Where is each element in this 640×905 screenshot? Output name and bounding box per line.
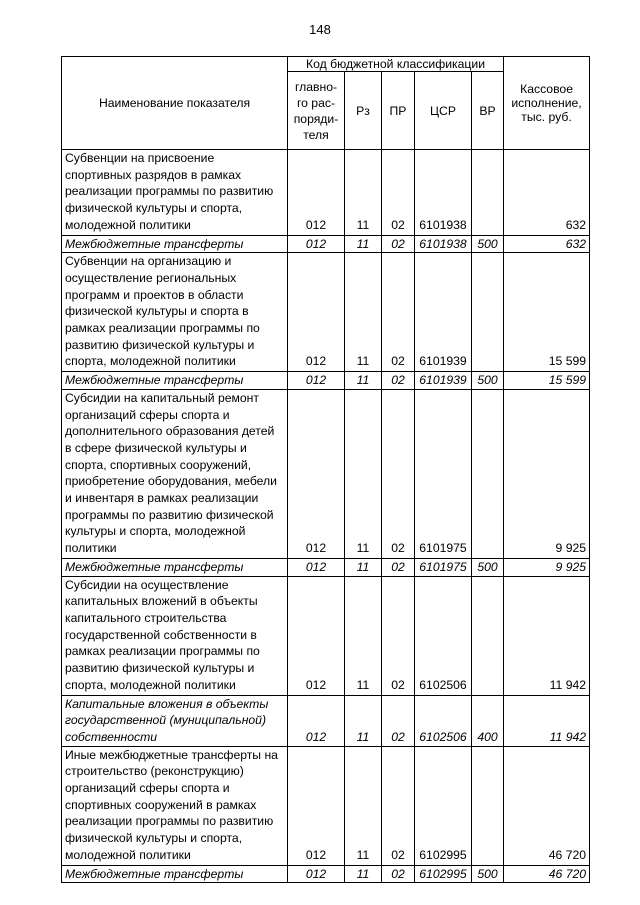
row-amount: 46 720 [504,746,590,865]
row-csr: 6101938 [415,150,472,236]
row-rz: 11 [345,746,382,865]
row-pr: 02 [382,235,415,253]
row-name: Субсидии на осуществление капитальных вложений в объекты капитального строительства государственной собственности в рамках реализации программы по развитию физической культуры и спорта, молодежной политики [62,576,288,695]
row-rz: 11 [345,695,382,746]
row-amount: 9 925 [504,389,590,558]
row-rz: 11 [345,372,382,390]
row-pr: 02 [382,253,415,372]
row-name: Межбюджетные трансферты [62,558,288,576]
row-name: Межбюджетные трансферты [62,372,288,390]
row-glav: 012 [288,372,345,390]
row-glav: 012 [288,695,345,746]
row-rz: 11 [345,150,382,236]
budget-table [61,56,590,883]
row-csr: 6101939 [415,253,472,372]
row-csr: 6101975 [415,558,472,576]
row-csr: 6102995 [415,746,472,865]
row-amount: 11 942 [504,576,590,695]
row-rz: 11 [345,558,382,576]
row-pr: 02 [382,389,415,558]
row-csr: 6101939 [415,372,472,390]
table-row [62,150,590,236]
table-row [62,695,590,746]
row-glav: 012 [288,150,345,236]
row-glav: 012 [288,389,345,558]
row-vr: 500 [472,558,504,576]
row-amount: 11 942 [504,695,590,746]
page-number: 148 [309,22,331,37]
row-rz: 11 [345,576,382,695]
header-glav: главно-го рас-поряди-теля [288,72,345,150]
row-rz: 11 [345,865,382,883]
row-glav: 012 [288,235,345,253]
row-pr: 02 [382,150,415,236]
row-vr: 400 [472,695,504,746]
row-csr: 6101975 [415,389,472,558]
row-glav: 012 [288,865,345,883]
row-amount: 15 599 [504,372,590,390]
row-pr: 02 [382,865,415,883]
table-row [62,746,590,865]
row-name: Межбюджетные трансферты [62,235,288,253]
header-pr: ПР [382,72,415,150]
header-classification: Код бюджетной классификации [288,57,504,72]
row-rz: 11 [345,389,382,558]
header-rz: Рз [345,72,382,150]
row-pr: 02 [382,372,415,390]
row-name: Субвенции на присвоение спортивных разрядов в рамках реализации программы по развитию физической культуры и спорта, молодежной политики [62,150,288,236]
row-rz: 11 [345,235,382,253]
table-row [62,253,590,372]
row-glav: 012 [288,558,345,576]
row-amount: 632 [504,235,590,253]
row-name: Субсидии на капитальный ремонт организаций сферы спорта и дополнительного образования детей в сфере физической культуры и спорта, спортивных сооружений, приобретение оборудования, мебели и инвентаря в рамках реализации программы по развитию физической культуры и спорта, молодежной политики [62,389,288,558]
row-amount: 632 [504,150,590,236]
table-row [62,235,590,253]
row-name: Иные межбюджетные трансферты на строительство (реконструкцию) организаций сферы спорта и спортивных сооружений в рамках реализации программы по развитию физической культуры и спорта, молодежной политики [62,746,288,865]
row-pr: 02 [382,576,415,695]
row-amount: 9 925 [504,558,590,576]
row-vr: 500 [472,235,504,253]
row-glav: 012 [288,253,345,372]
table-row [62,558,590,576]
row-name: Капитальные вложения в объекты государственной (муниципальной) собственности [62,695,288,746]
row-vr [472,389,504,558]
row-amount: 15 599 [504,253,590,372]
row-pr: 02 [382,558,415,576]
row-amount: 46 720 [504,865,590,883]
row-csr: 6101938 [415,235,472,253]
row-csr: 6102506 [415,576,472,695]
row-pr: 02 [382,695,415,746]
table-row [62,576,590,695]
row-vr [472,576,504,695]
header-amount: Кассовое исполнение, тыс. руб. [504,57,590,150]
table-row [62,389,590,558]
header-vr: ВР [472,72,504,150]
table-body [62,150,590,883]
row-vr [472,746,504,865]
table-row [62,372,590,390]
row-vr: 500 [472,865,504,883]
row-vr: 500 [472,372,504,390]
header-csr: ЦСР [415,72,472,150]
row-rz: 11 [345,253,382,372]
row-csr: 6102506 [415,695,472,746]
row-vr [472,150,504,236]
row-glav: 012 [288,746,345,865]
row-glav: 012 [288,576,345,695]
row-vr [472,253,504,372]
table-row [62,865,590,883]
row-pr: 02 [382,746,415,865]
row-name: Субвенции на организацию и осуществление региональных программ и проектов в области физической культуры и спорта в рамках реализации программы по развитию физической культуры и спорта, молодежной политики [62,253,288,372]
header-name: Наименование показателя [62,57,288,150]
row-name: Межбюджетные трансферты [62,865,288,883]
row-csr: 6102995 [415,865,472,883]
